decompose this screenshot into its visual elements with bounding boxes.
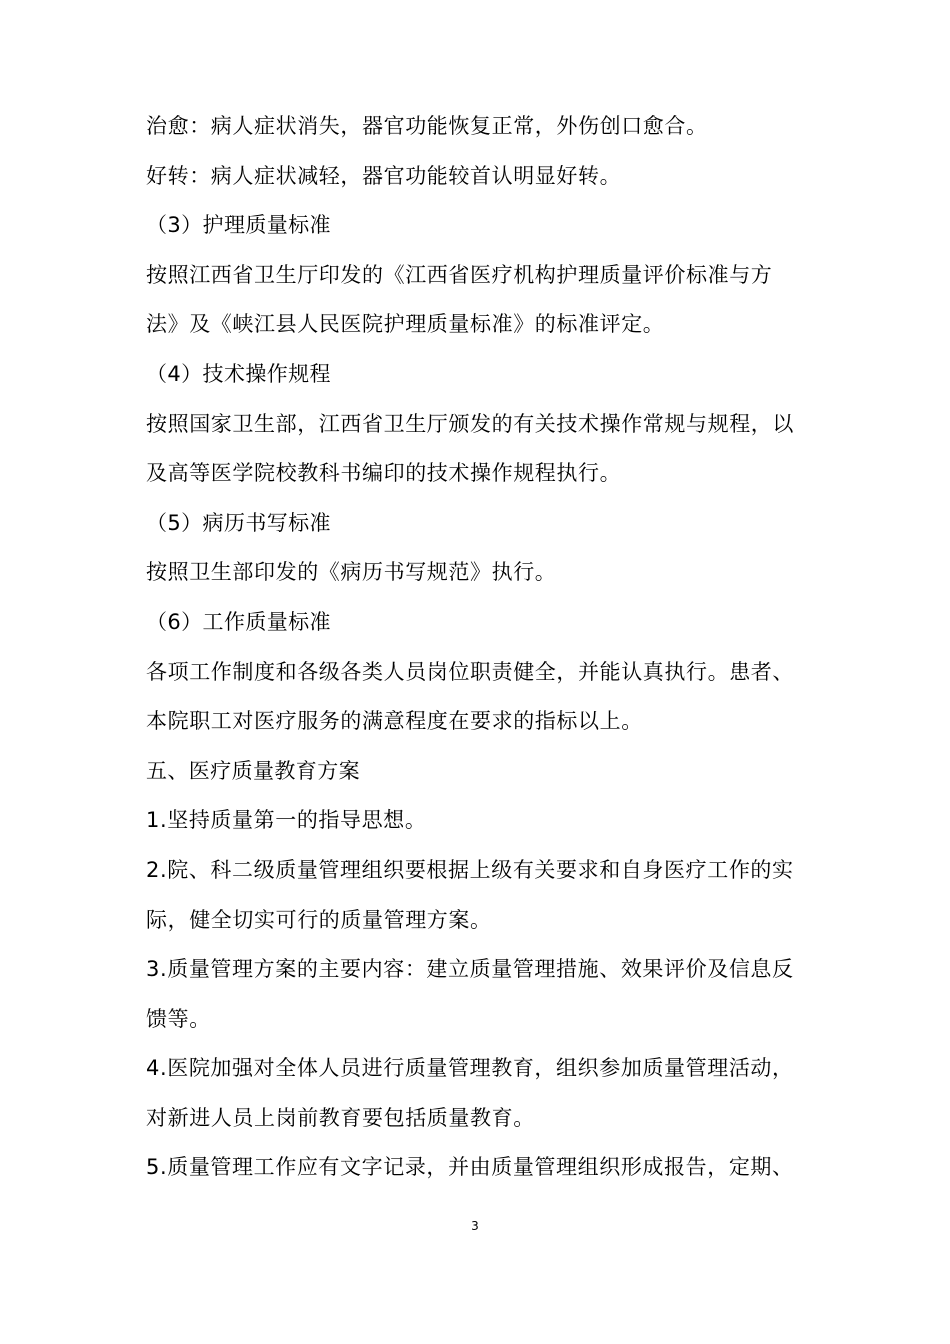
section-heading-quality-education: 五、医疗质量教育方案 bbox=[146, 758, 360, 783]
list-item-3: 3.质量管理方案的主要内容：建立质量管理措施、效果评价及信息反 bbox=[146, 957, 794, 982]
list-item-1: 1.坚持质量第一的指导思想。 bbox=[146, 808, 427, 833]
section-heading-technical-procedures: （4）技术操作规程 bbox=[146, 361, 331, 386]
paragraph-line: 按照江西省卫生厅印发的《江西省医疗机构护理质量评价标准与方 bbox=[146, 262, 773, 287]
paragraph-line: 按照卫生部印发的《病历书写规范》执行。 bbox=[146, 560, 557, 585]
list-item-4: 4.医院加强对全体人员进行质量管理教育，组织参加质量管理活动， bbox=[146, 1056, 794, 1081]
section-heading-medical-record-standard: （5）病历书写标准 bbox=[146, 510, 331, 535]
list-item-5: 5.质量管理工作应有文字记录，并由质量管理组织形成报告，定期、 bbox=[146, 1155, 794, 1180]
page-number: 3 bbox=[471, 1219, 479, 1233]
list-item-2: 2.院、科二级质量管理组织要根据上级有关要求和自身医疗工作的实 bbox=[146, 857, 794, 882]
paragraph-line: 各项工作制度和各级各类人员岗位职责健全，并能认真执行。患者、 bbox=[146, 659, 794, 684]
page-body bbox=[146, 102, 826, 1193]
list-item-2-continued: 际，健全切实可行的质量管理方案。 bbox=[146, 907, 492, 932]
paragraph-line: 及高等医学院校教科书编印的技术操作规程执行。 bbox=[146, 461, 622, 486]
paragraph-line: 本院职工对医疗服务的满意程度在要求的指标以上。 bbox=[146, 709, 643, 734]
paragraph-line-cure-definition: 治愈：病人症状消失，器官功能恢复正常，外伤创口愈合。 bbox=[146, 114, 708, 138]
section-heading-work-quality: （6）工作质量标准 bbox=[146, 609, 331, 634]
section-heading-nursing-quality: （3）护理质量标准 bbox=[146, 213, 331, 238]
list-item-3-continued: 馈等。 bbox=[146, 1006, 211, 1031]
paragraph-line: 法》及《峡江县人民医院护理质量标准》的标准评定。 bbox=[146, 312, 665, 337]
paragraph-line-improvement-definition: 好转：病人症状减轻，器官功能较首认明显好转。 bbox=[146, 163, 622, 188]
paragraph-line: 按照国家卫生部，江西省卫生厅颁发的有关技术操作常规与规程，以 bbox=[146, 411, 794, 436]
list-item-4-continued: 对新进人员上岗前教育要包括质量教育。 bbox=[146, 1105, 535, 1130]
